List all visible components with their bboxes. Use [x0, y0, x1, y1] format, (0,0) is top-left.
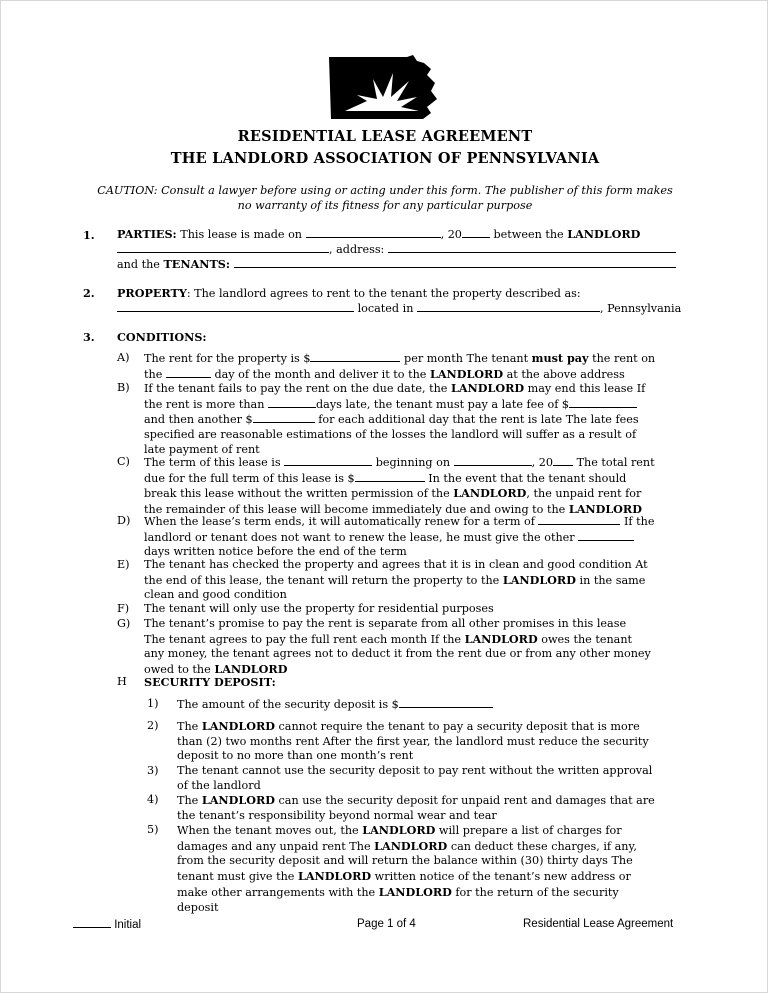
lease-term-blank[interactable]	[284, 455, 372, 466]
year-blank[interactable]	[462, 227, 490, 238]
section-2-number: 2.	[83, 286, 95, 300]
start-year-blank[interactable]	[553, 455, 573, 466]
section-1-line-2	[117, 242, 676, 258]
security-deposit-heading: SECURITY DEPOSIT:	[144, 675, 276, 689]
section-2-line-1	[117, 286, 581, 302]
tenants-term: TENANTS:	[163, 257, 231, 271]
condition-d-text: When the lease’s term ends, it will automatically renew for a term of If the landlord or tenant does not want to renew the lease, he must give the other days written notice before the end of the term	[144, 515, 655, 559]
section-1-number: 1.	[83, 228, 95, 242]
footer-initial	[73, 918, 141, 931]
parties-label: PARTIES:	[117, 227, 177, 241]
condition-g-label: G)	[117, 617, 131, 630]
condition-f-text: The tenant will only use the property for residential purposes	[144, 602, 494, 615]
days-late-blank[interactable]	[268, 397, 316, 408]
caution-line-1: CAUTION: Consult a lawyer before using or acting under this form. The publisher of this form makes	[97, 184, 673, 197]
document-page: RESIDENTIAL LEASE AGREEMENT THE LANDLORD ASSOCIATION OF PENNSYLVANIA CAUTION: Consult a lawyer before using or acting under this form. The publisher of this form makes no warranty of its fitness for any particular purpose 1. PARTIES: This lease is made on , 20 between the LANDLORD , address: and the TENANTS: 2. PROPERTY: The landlord agrees to rent to the tenant the property described as: located in , Pennsylvania 3. CONDITIONS: A) The rent for the property is $ per month The tenant must pay the rent on the day of the month and deliver it to the LANDLORD at the above address B) If the tenant fails to pay the rent on the due date, the LANDLORD may end this lease If the rent is more than days late, the tenant must pay a late fee of $ and then another $ for each additional day that the rent is late The late fees specified are reasonable estimations of the losses the landlord will suffer as a result of late payment of rent C) The term of this lease is beginning on , 20 The total rent due for the full term of this lease is $ In the event that the tenant should break this lease without the written permission of the LANDLORD, the unpaid rent for the remainder of this lease will become immediately due and owing to the LANDLORD D) When the lease’s term ends, it will automatically renew for a term of If the landlord or tenant does not want to renew the lease, he must give the other days written notice before the end of the term E) The tenant has checked the property and agrees that it is in clean and good condition At the end of this lease, the tenant will return the property to the LANDLORD in the same clean and good condition F) The tenant will only use the property for residential purposes G) The tenant’s promise to pay the rent is separate from all other promises in this lease The tenant agrees to pay the full rent each month If the LANDLORD owes the tenant any money, the tenant agrees not to deduct it from the rent due or from any other money owed to the LANDLORD H SECURITY DEPOSIT: 1) The amount of the security deposit is $ 2) The LANDLORD cannot require the tenant to pay a security deposit that is more than (2) two months rent After the first year, the landlord must reduce the security deposit to no more than one month’s rent 3) The tenant cannot use the security deposit to pay rent without the written approval of the landlord 4) The LANDLORD can use the security deposit for unpaid rent and damages that are the tenant’s responsibility beyond normal wear and tear 5) When the tenant moves out, the LANDLORD will prepare a list of charges for damages and any unpaid rent The LANDLORD can deduct these charges, if any, from the security deposit and will return the balance within (30) thirty days The tenant must give the LANDLORD written notice of the tenant’s new address or make other arrangements with the LANDLORD for the return of the security deposit Initial Page 1 of 4 Residential Lease Agreement	[0, 0, 768, 993]
condition-b-label: B)	[117, 381, 130, 394]
page-number: Page 1 of 4	[357, 918, 416, 930]
renewal-term-blank[interactable]	[538, 514, 620, 525]
section-3-number: 3.	[83, 330, 95, 344]
and-the-text: and the	[117, 258, 160, 271]
condition-e-text: The tenant has checked the property and agrees that it is in clean and good condition At the end of this lease, the tenant will return the property to the LANDLORD in the same clean and good condition	[144, 558, 648, 602]
between-text: between the	[493, 228, 564, 241]
condition-e-label: E)	[117, 558, 130, 571]
document-title: RESIDENTIAL LEASE AGREEMENT	[237, 128, 533, 145]
condition-c-label: C)	[117, 455, 130, 468]
location-blank[interactable]	[417, 301, 600, 312]
year-prefix: , 20	[440, 228, 462, 241]
date-blank[interactable]	[306, 227, 441, 238]
landlord-address-blank[interactable]	[388, 242, 676, 253]
property-description-blank[interactable]	[117, 301, 354, 312]
daily-fee-blank[interactable]	[253, 412, 315, 423]
section-1-line-3	[117, 257, 676, 273]
parties-text: This lease is made on	[180, 228, 303, 241]
late-fee-blank[interactable]	[569, 397, 637, 408]
rent-day-blank[interactable]	[166, 367, 211, 378]
initial-blank[interactable]	[73, 918, 111, 928]
property-label: PROPERTY	[117, 286, 187, 300]
property-text: : The landlord agrees to rent to the tenant the property described as:	[186, 287, 581, 300]
condition-c-text: The term of this lease is beginning on , 20 The total rent due for the full term of this lease is $ In the event that the tenant should break this lease without the written permission of the LANDLORD, the unpaid rent for the remainder of this lease will become immediately due and owing to the LANDLORD	[144, 456, 655, 517]
condition-h-label: H	[117, 675, 127, 688]
pennsylvania-logo	[327, 55, 437, 120]
address-label: , address:	[329, 243, 385, 256]
landlord-name-blank[interactable]	[117, 242, 329, 253]
initial-label: Initial	[114, 919, 142, 931]
condition-a-text: The rent for the property is $ per month The tenant must pay the rent on the day of the month and deliver it to the LANDLORD at the above address	[144, 351, 656, 381]
condition-a-label: A)	[117, 351, 130, 364]
condition-d-label: D)	[117, 514, 131, 527]
condition-g-text: The tenant’s promise to pay the rent is separate from all other promises in this lease The tenant agrees to pay the full rent each month If the LANDLORD owes the tenant any money, the tenant agrees not to deduct it from the rent due or from any other money owed to the LANDLORD	[144, 617, 651, 677]
section-1-line-1	[117, 227, 640, 243]
start-date-blank[interactable]	[454, 455, 532, 466]
deposit-amount-blank[interactable]	[399, 697, 493, 708]
condition-f-label: F)	[117, 602, 130, 615]
caution-line-2: no warranty of its fitness for any particular purpose	[237, 199, 533, 212]
pennsylvania-text: , Pennsylvania	[600, 302, 682, 315]
association-title: THE LANDLORD ASSOCIATION OF PENNSYLVANIA	[170, 150, 600, 167]
section-2-line-2	[117, 301, 681, 317]
notice-days-blank[interactable]	[578, 530, 634, 541]
rent-amount-blank[interactable]	[310, 351, 400, 362]
total-rent-blank[interactable]	[355, 471, 425, 482]
footer-title: Residential Lease Agreement	[523, 918, 674, 930]
condition-b-text: If the tenant fails to pay the rent on the due date, the LANDLORD may end this lease If the rent is more than days late, the tenant must pay a late fee of $ and then another $ for each additional day that the rent is late The late fees specified are reasonable estimations of the losses the landlord will suffer as a result of late payment of rent	[144, 381, 646, 456]
tenants-blank[interactable]	[234, 257, 676, 268]
landlord-term: LANDLORD	[567, 227, 641, 241]
conditions-heading: CONDITIONS:	[117, 330, 207, 344]
located-in-text: located in	[357, 302, 414, 315]
